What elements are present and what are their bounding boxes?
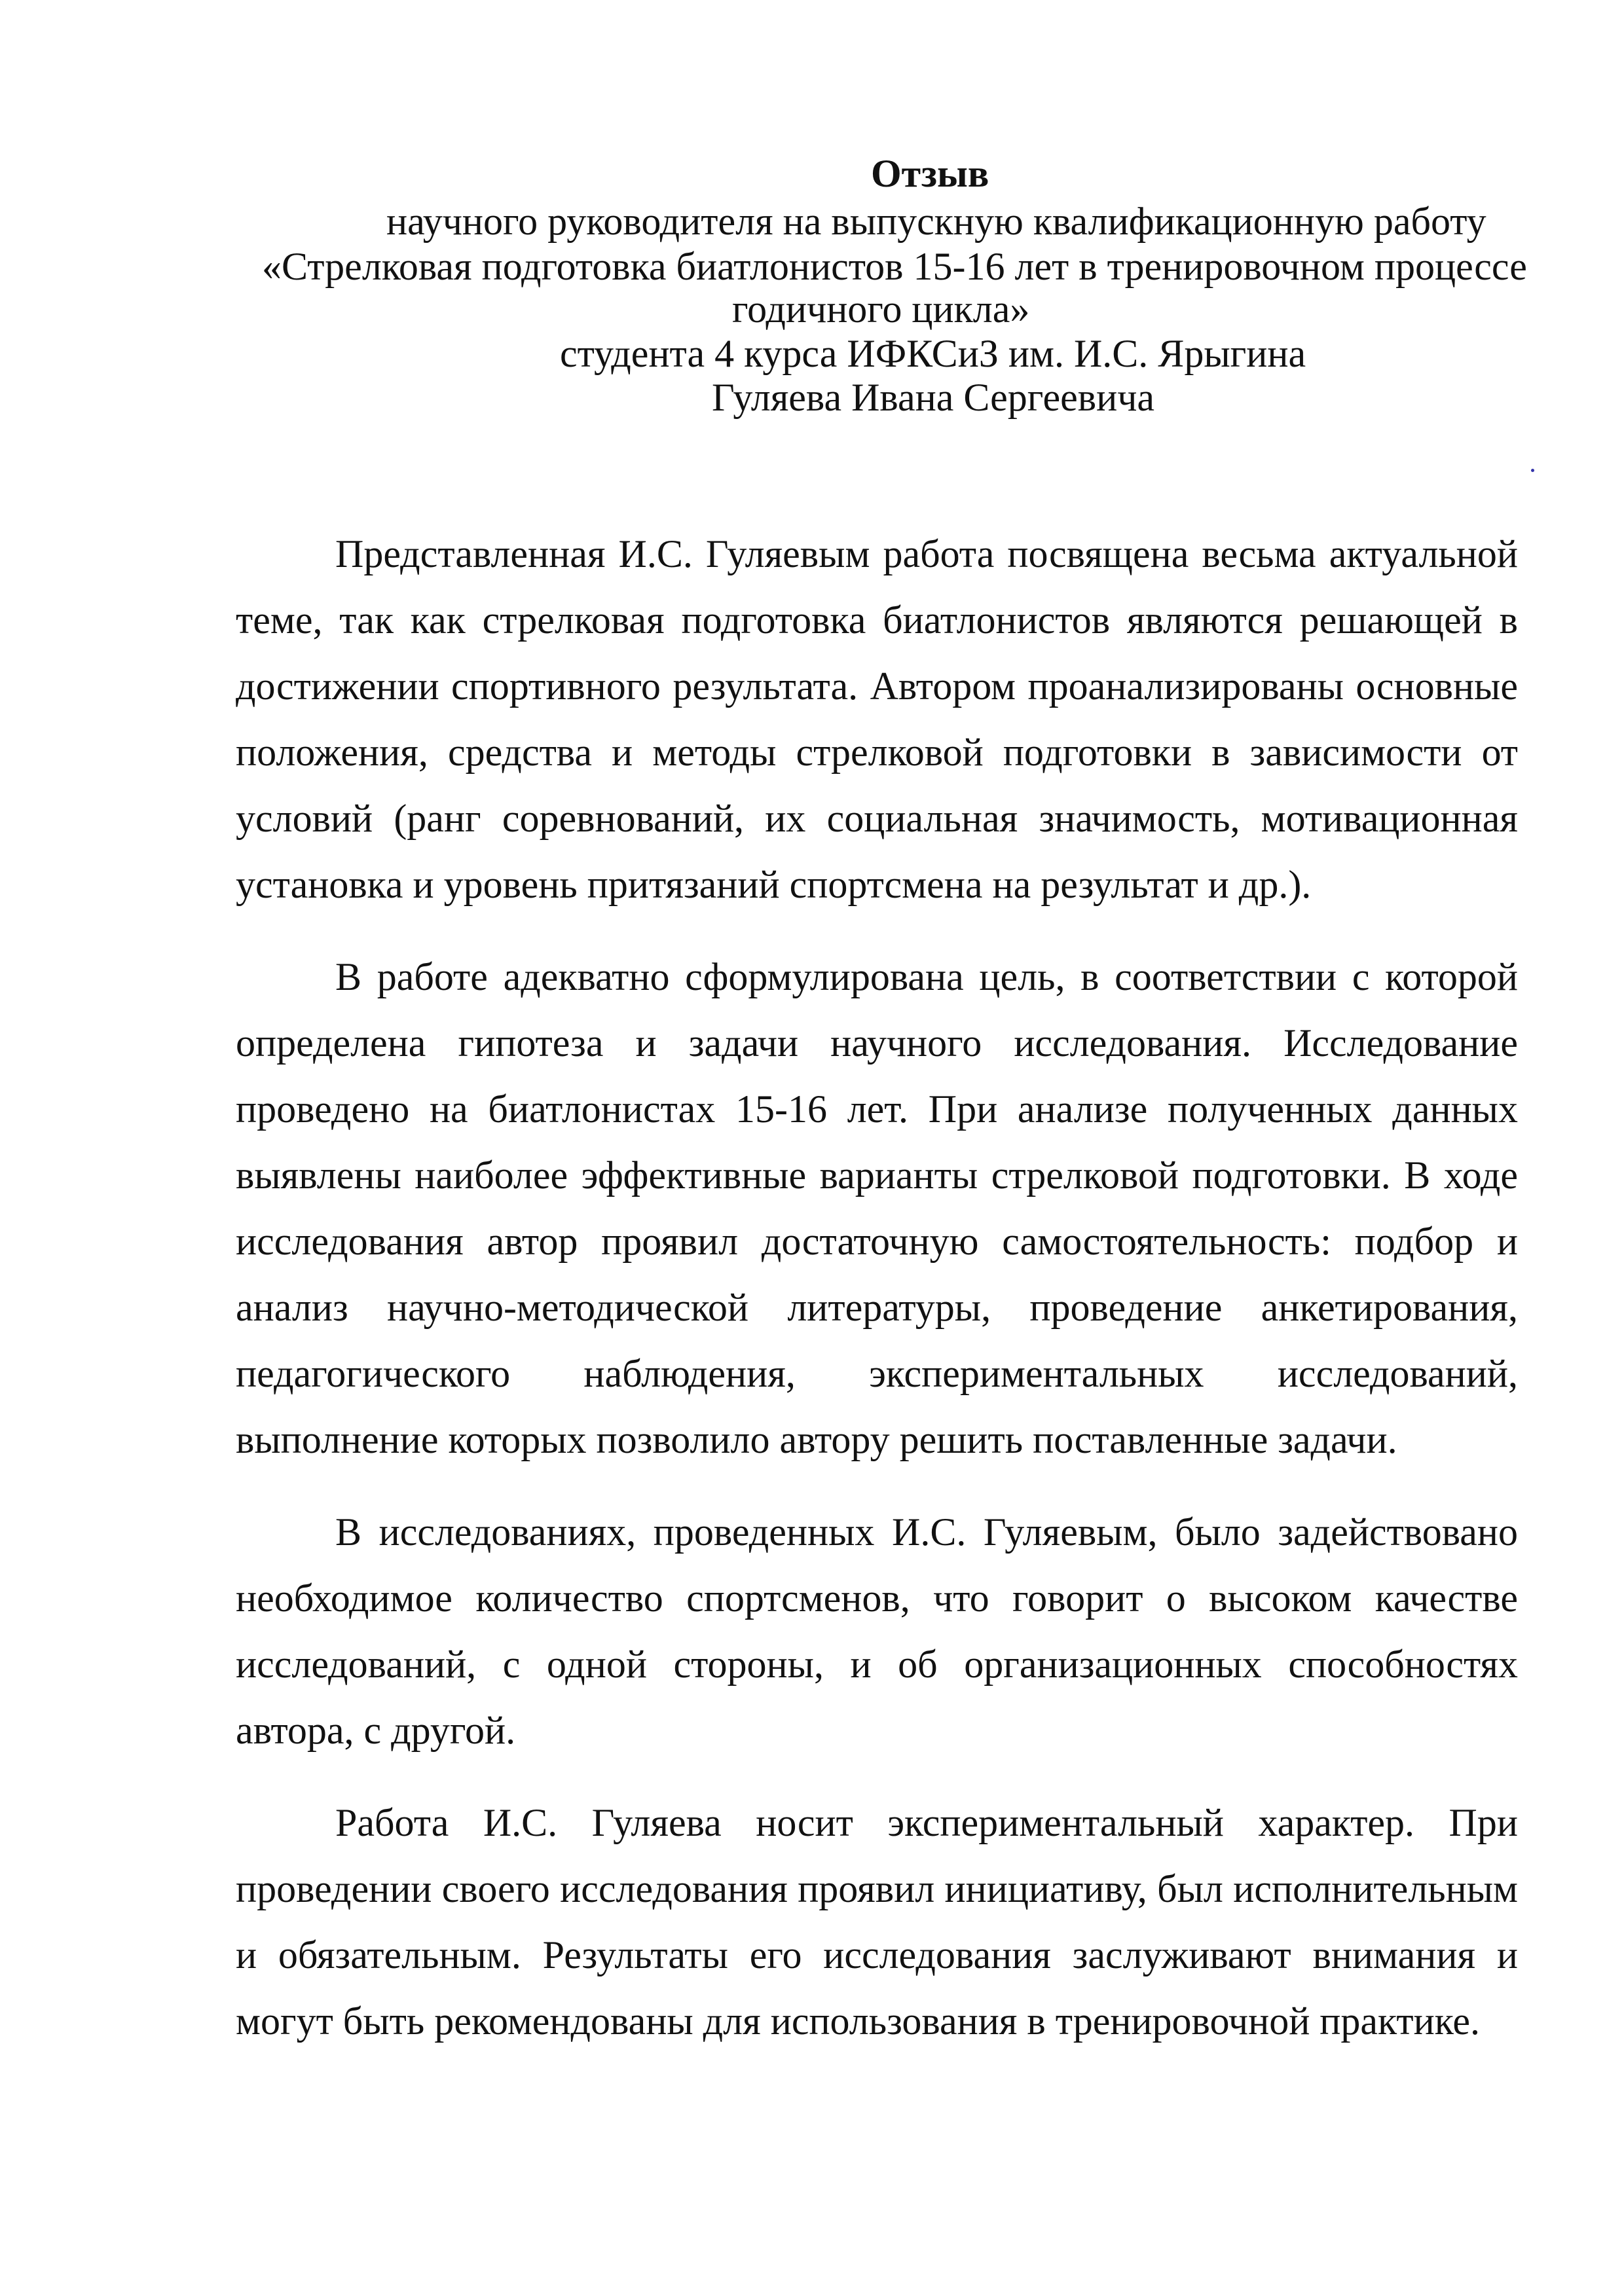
header-line-2: «Стрелковая подготовка биатлонистов 15-16 лет в тренировочном процессе [262, 245, 1527, 288]
paragraph: Представленная И.С. Гуляевым работа посвящена весьма актуальной теме, так как стрелковая подготовка биатлонистов являются решающей в достижении спортивного результата. Автором проанализированы основные положения, средства и методы стрелковой подготовки в зависимости от условий (ранг соревнований, их социальная значимость, мотивационная установка и уровень притязаний спортсмена на результат и др.). [236, 532, 1518, 906]
paragraph: В исследованиях, проведенных И.С. Гуляевым, было задействовано необходимое количество спортсменов, что говорит о высоком качестве исследований, с одной стороны, и об организационных способностях автора, с другой. [236, 1510, 1518, 1752]
header-line-1: научного руководителя на выпускную квалификационную работу [386, 200, 1486, 243]
document-title: Отзыв [871, 152, 989, 195]
document-body [236, 521, 1518, 2081]
paragraph: В работе адекватно сформулирована цель, в соответствии с которой определена гипотеза и задачи научного исследования. Исследование проведено на биатлонистах 15-16 лет. При анализе полученных данных выявлены наиболее эффективные варианты стрелковой подготовки. В ходе исследования автор проявил достаточную самостоятельность: подбор и анализ научно-методической литературы, проведение анкетирования, педагогического наблюдения, экспериментальных исследований, выполнение которых позволило автору решить поставленные задачи. [236, 955, 1518, 1461]
paragraph: Работа И.С. Гуляева носит экспериментальный характер. При проведении своего исследования проявил инициативу, был исполнительным и обязательным. Результаты его исследования заслуживают внимания и могут быть рекомендованы для использования в тренировочной практике. [236, 1801, 1518, 2043]
header-line-4: студента 4 курса ИФКСиЗ им. И.С. Ярыгина [560, 332, 1306, 375]
scan-speck [1531, 469, 1534, 472]
header-line-3: годичного цикла» [732, 287, 1030, 331]
header-line-5: Гуляева Ивана Сергеевича [712, 376, 1155, 419]
